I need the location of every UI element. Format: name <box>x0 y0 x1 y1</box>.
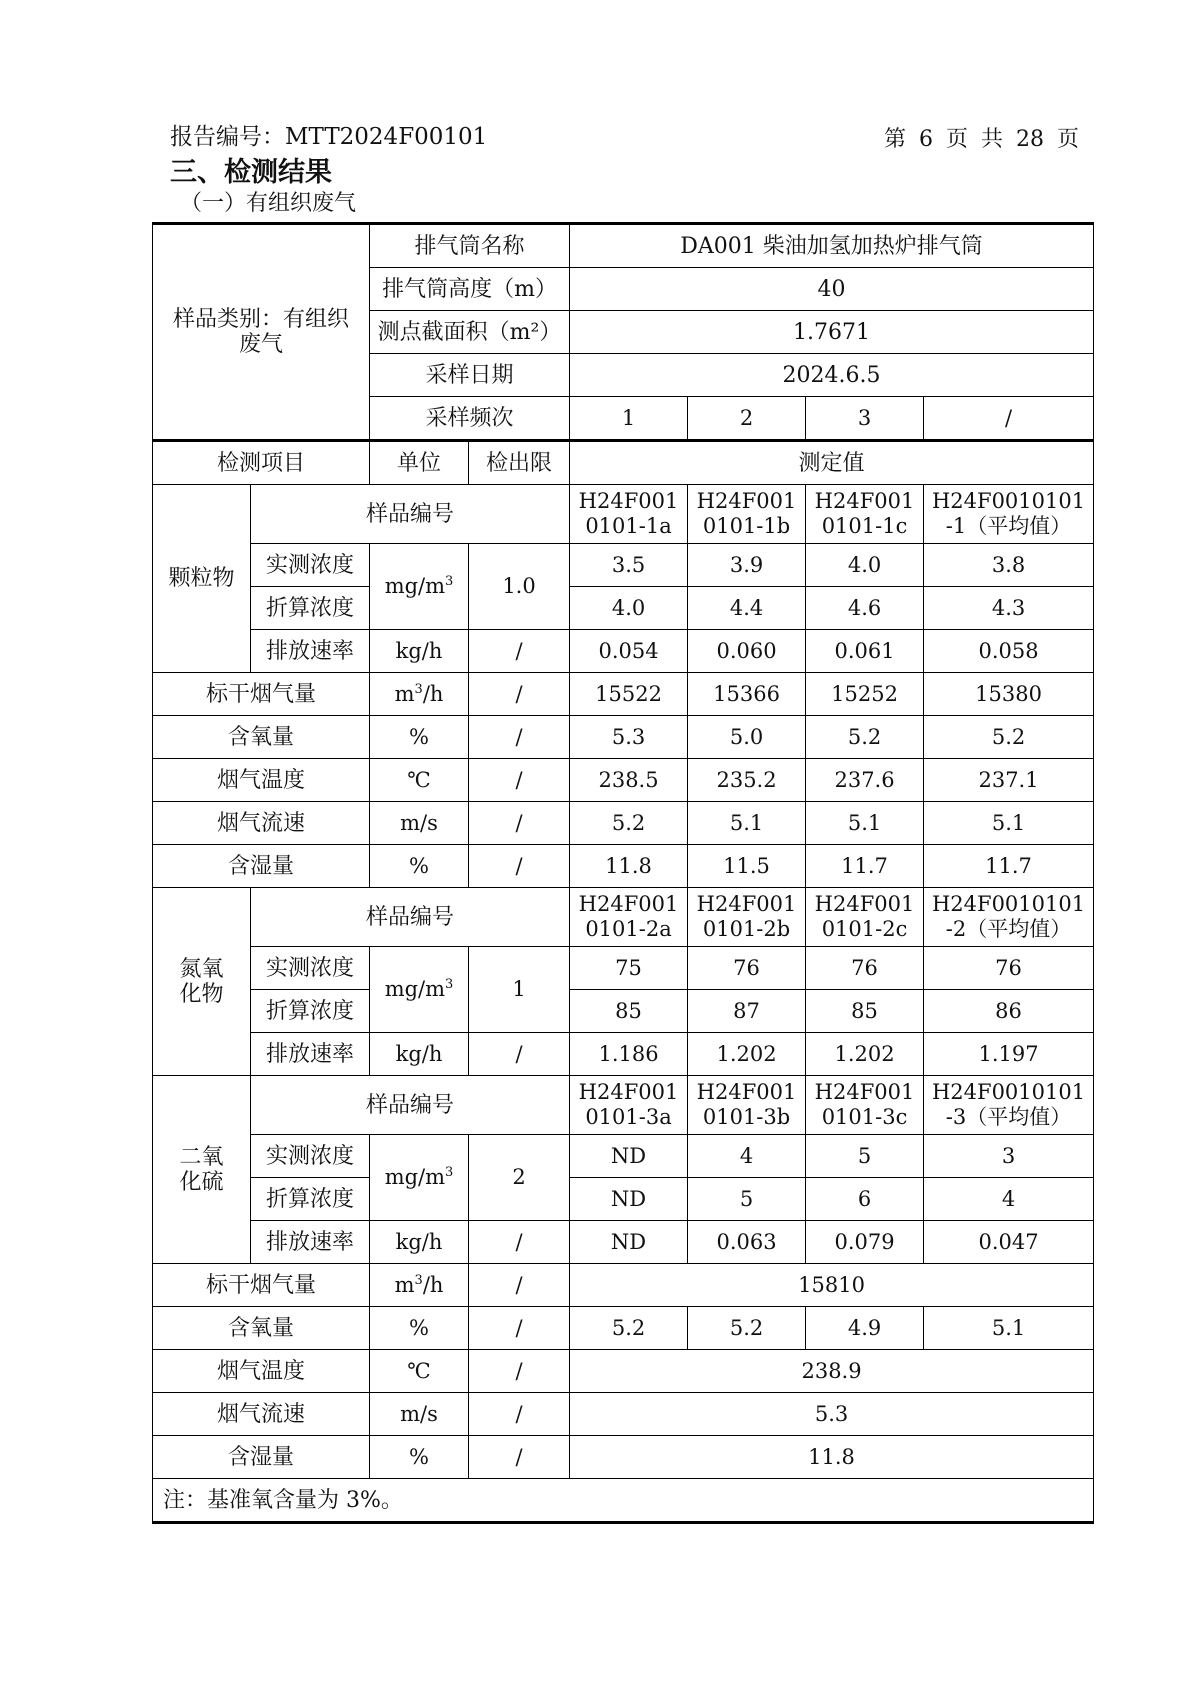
row-label: 折算浓度 <box>251 587 370 630</box>
value-cell: 15252 <box>806 673 924 716</box>
table-row <box>153 1479 1094 1523</box>
param-label: 标干烟气量 <box>153 673 370 716</box>
row-label: 折算浓度 <box>251 990 370 1033</box>
row-label: 折算浓度 <box>251 1178 370 1221</box>
row-label: 排放速率 <box>251 630 370 673</box>
value-cell: 11.5 <box>688 845 806 888</box>
info-value: DA001 柴油加氢加热炉排气筒 <box>570 224 1094 268</box>
value-cell: 5.0 <box>688 716 806 759</box>
header-item: 检测项目 <box>153 441 370 485</box>
table-row <box>153 1393 1094 1436</box>
results-table <box>152 222 1094 1524</box>
sample-id-label: 样品编号 <box>251 485 570 544</box>
table-row <box>153 1135 1094 1178</box>
value-cell: 238.5 <box>570 759 688 802</box>
value-cell: 15366 <box>688 673 806 716</box>
value-cell: ND <box>570 1135 688 1178</box>
limit-cell: / <box>469 1221 570 1264</box>
value-cell: 0.058 <box>924 630 1094 673</box>
unit-cell: $m^3/h$ <box>370 673 469 716</box>
limit-cell: / <box>469 845 570 888</box>
sample-id-cell: H24F001 0101-1a <box>570 485 688 544</box>
sample-id-cell: H24F0010101 -3（平均值） <box>924 1076 1094 1135</box>
row-label: 实测浓度 <box>251 947 370 990</box>
merged-value-cell: 238.9 <box>570 1350 1094 1393</box>
report-number: 报告编号：MTT2024F00101 <box>170 124 488 150</box>
sample-id-cell: H24F001 0101-1b <box>688 485 806 544</box>
table-row <box>153 1076 1094 1135</box>
info-label: 排气筒高度（m） <box>370 268 570 311</box>
frequency-cell: 1 <box>570 397 688 441</box>
limit-cell: / <box>469 1264 570 1307</box>
unit-cell: $m^3/h$ <box>370 1264 469 1307</box>
table-row <box>153 1033 1094 1076</box>
table-row <box>153 1178 1094 1221</box>
param-label: 含氧量 <box>153 716 370 759</box>
section-title: 三、检测结果 <box>170 157 332 188</box>
merged-value-cell: 5.3 <box>570 1393 1094 1436</box>
limit-cell: / <box>469 673 570 716</box>
sample-id-cell: H24F0010101 -1（平均值） <box>924 485 1094 544</box>
limit-cell: / <box>469 1393 570 1436</box>
value-cell: 237.6 <box>806 759 924 802</box>
info-value: 1.7671 <box>570 311 1094 354</box>
row-label: 排放速率 <box>251 1221 370 1264</box>
table-row <box>153 673 1094 716</box>
row-label: 排放速率 <box>251 1033 370 1076</box>
table-row <box>153 1350 1094 1393</box>
value-cell: 3.5 <box>570 544 688 587</box>
value-cell: 0.060 <box>688 630 806 673</box>
row-label: 实测浓度 <box>251 544 370 587</box>
value-cell: 4.3 <box>924 587 1094 630</box>
limit-cell: / <box>469 1436 570 1479</box>
unit-cell: kg/h <box>370 1033 469 1076</box>
limit-cell: 2 <box>469 1135 570 1221</box>
unit-cell: m/s <box>370 802 469 845</box>
unit-cell: % <box>370 845 469 888</box>
param-label: 含湿量 <box>153 1436 370 1479</box>
pollutant-name: 二氧 化硫 <box>153 1076 251 1264</box>
frequency-cell: 3 <box>806 397 924 441</box>
value-cell: 3 <box>924 1135 1094 1178</box>
value-cell: 5 <box>806 1135 924 1178</box>
limit-cell: / <box>469 630 570 673</box>
info-label: 测点截面积（m²） <box>370 311 570 354</box>
page-number: 第 6 页 共 28 页 <box>884 127 1079 152</box>
unit-cell: % <box>370 716 469 759</box>
sample-type-label: 样品类别：有组织废气 <box>153 224 370 441</box>
value-cell: 4 <box>924 1178 1094 1221</box>
sample-id-cell: H24F001 0101-1c <box>806 485 924 544</box>
sample-id-cell: H24F001 0101-2b <box>688 888 806 947</box>
value-cell: 1.202 <box>806 1033 924 1076</box>
value-cell: 4 <box>688 1135 806 1178</box>
note: 注：基准氧含量为 3%。 <box>153 1479 1094 1523</box>
table-row <box>153 587 1094 630</box>
header-limit: 检出限 <box>469 441 570 485</box>
value-cell: 11.8 <box>570 845 688 888</box>
unit-cell: $mg/m^3$ <box>370 544 469 630</box>
sample-id-cell: H24F001 0101-2a <box>570 888 688 947</box>
value-cell: 3.9 <box>688 544 806 587</box>
value-cell: 15380 <box>924 673 1094 716</box>
unit-cell: ℃ <box>370 1350 469 1393</box>
limit-cell: / <box>469 716 570 759</box>
value-cell: 85 <box>570 990 688 1033</box>
limit-cell: 1.0 <box>469 544 570 630</box>
param-label: 烟气温度 <box>153 759 370 802</box>
sample-id-label: 样品编号 <box>251 1076 570 1135</box>
value-cell: 87 <box>688 990 806 1033</box>
value-cell: 4.9 <box>806 1307 924 1350</box>
value-cell: 5.2 <box>570 802 688 845</box>
limit-cell: / <box>469 759 570 802</box>
pollutant-name: 颗粒物 <box>153 485 251 673</box>
table-row <box>153 845 1094 888</box>
unit-cell: % <box>370 1307 469 1350</box>
subsection-title: （一）有组织废气 <box>180 191 357 216</box>
limit-cell: / <box>469 1350 570 1393</box>
value-cell: 0.047 <box>924 1221 1094 1264</box>
value-cell: 1.202 <box>688 1033 806 1076</box>
limit-cell: / <box>469 802 570 845</box>
sample-id-cell: H24F001 0101-3a <box>570 1076 688 1135</box>
table-row <box>153 1436 1094 1479</box>
value-cell: 0.063 <box>688 1221 806 1264</box>
value-cell: 76 <box>806 947 924 990</box>
sample-id-cell: H24F001 0101-3c <box>806 1076 924 1135</box>
table-row <box>153 485 1094 544</box>
value-cell: 4.4 <box>688 587 806 630</box>
param-label: 烟气流速 <box>153 802 370 845</box>
value-cell: 11.7 <box>806 845 924 888</box>
value-cell: 1.197 <box>924 1033 1094 1076</box>
info-value: 40 <box>570 268 1094 311</box>
value-cell: 5 <box>688 1178 806 1221</box>
limit-cell: / <box>469 1033 570 1076</box>
table-row <box>153 441 1094 485</box>
frequency-cell: 2 <box>688 397 806 441</box>
table-row <box>153 1307 1094 1350</box>
sample-id-cell: H24F001 0101-2c <box>806 888 924 947</box>
value-cell: 76 <box>924 947 1094 990</box>
unit-cell: $mg/m^3$ <box>370 947 469 1033</box>
param-label: 含湿量 <box>153 845 370 888</box>
value-cell: 0.061 <box>806 630 924 673</box>
value-cell: 4.6 <box>806 587 924 630</box>
value-cell: 15522 <box>570 673 688 716</box>
value-cell: 5.2 <box>688 1307 806 1350</box>
value-cell: 4.0 <box>806 544 924 587</box>
table-row <box>153 802 1094 845</box>
unit-cell: m/s <box>370 1393 469 1436</box>
value-cell: 76 <box>688 947 806 990</box>
value-cell: 5.3 <box>570 716 688 759</box>
value-cell: 5.2 <box>924 716 1094 759</box>
table-row <box>153 1221 1094 1264</box>
value-cell: 86 <box>924 990 1094 1033</box>
table-row <box>153 224 1094 268</box>
unit-cell: kg/h <box>370 1221 469 1264</box>
value-cell: 0.054 <box>570 630 688 673</box>
value-cell: 5.1 <box>806 802 924 845</box>
info-label: 排气筒名称 <box>370 224 570 268</box>
merged-value-cell: 15810 <box>570 1264 1094 1307</box>
sample-id-cell: H24F001 0101-3b <box>688 1076 806 1135</box>
unit-cell: ℃ <box>370 759 469 802</box>
value-cell: 5.1 <box>688 802 806 845</box>
value-cell: 0.079 <box>806 1221 924 1264</box>
table-row <box>153 947 1094 990</box>
merged-value-cell: 11.8 <box>570 1436 1094 1479</box>
sample-id-cell: H24F0010101 -2（平均值） <box>924 888 1094 947</box>
info-value: 2024.6.5 <box>570 354 1094 397</box>
value-cell: 5.1 <box>924 802 1094 845</box>
value-cell: 237.1 <box>924 759 1094 802</box>
table-row <box>153 888 1094 947</box>
param-label: 含氧量 <box>153 1307 370 1350</box>
pollutant-name: 氮氧 化物 <box>153 888 251 1076</box>
value-cell: 11.7 <box>924 845 1094 888</box>
table-row <box>153 759 1094 802</box>
table-row <box>153 630 1094 673</box>
value-cell: 3.8 <box>924 544 1094 587</box>
param-label: 烟气流速 <box>153 1393 370 1436</box>
value-cell: 5.2 <box>806 716 924 759</box>
row-label: 实测浓度 <box>251 1135 370 1178</box>
value-cell: 75 <box>570 947 688 990</box>
unit-cell: % <box>370 1436 469 1479</box>
unit-cell: $mg/m^3$ <box>370 1135 469 1221</box>
frequency-cell: / <box>924 397 1094 441</box>
value-cell: 5.1 <box>924 1307 1094 1350</box>
limit-cell: / <box>469 1307 570 1350</box>
table-row <box>153 1264 1094 1307</box>
value-cell: 5.2 <box>570 1307 688 1350</box>
table-row <box>153 544 1094 587</box>
table-row <box>153 990 1094 1033</box>
limit-cell: 1 <box>469 947 570 1033</box>
sample-id-label: 样品编号 <box>251 888 570 947</box>
info-label: 采样频次 <box>370 397 570 441</box>
value-cell: 85 <box>806 990 924 1033</box>
param-label: 烟气温度 <box>153 1350 370 1393</box>
value-cell: 1.186 <box>570 1033 688 1076</box>
value-cell: ND <box>570 1178 688 1221</box>
value-cell: 4.0 <box>570 587 688 630</box>
table-row <box>153 716 1094 759</box>
header-unit: 单位 <box>370 441 469 485</box>
param-label: 标干烟气量 <box>153 1264 370 1307</box>
header-values: 测定值 <box>570 441 1094 485</box>
value-cell: 6 <box>806 1178 924 1221</box>
info-label: 采样日期 <box>370 354 570 397</box>
unit-cell: kg/h <box>370 630 469 673</box>
value-cell: ND <box>570 1221 688 1264</box>
value-cell: 235.2 <box>688 759 806 802</box>
